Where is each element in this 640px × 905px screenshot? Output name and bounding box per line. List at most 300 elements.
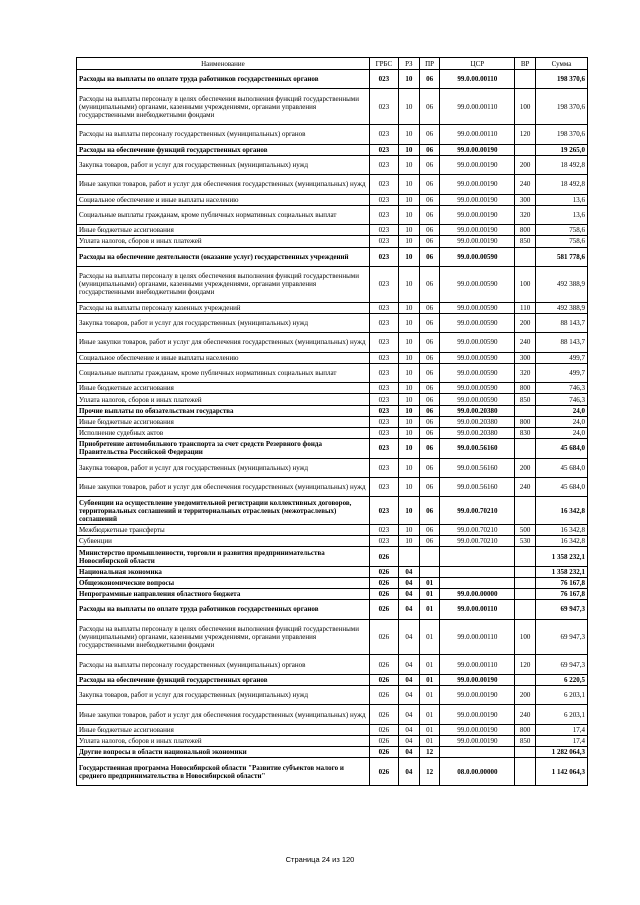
cell-rz: 04 bbox=[398, 705, 419, 724]
table-row bbox=[77, 302, 588, 313]
cell-sum: 45 684,0 bbox=[536, 477, 588, 496]
cell-pr: 06 bbox=[419, 236, 440, 247]
cell-name: Министерство промышленности, торговли и развития предпринимательства Новосибирской области bbox=[77, 547, 370, 566]
cell-csr: 99.0.00.00110 bbox=[440, 655, 515, 674]
table-row bbox=[77, 724, 588, 735]
cell-grbs: 023 bbox=[369, 313, 398, 332]
cell-pr: 06 bbox=[419, 266, 440, 302]
cell-grbs: 023 bbox=[369, 477, 398, 496]
cell-grbs: 026 bbox=[369, 600, 398, 619]
cell-vr: 200 bbox=[515, 458, 536, 477]
cell-vr: 850 bbox=[515, 736, 536, 747]
cell-vr: 240 bbox=[515, 705, 536, 724]
cell-rz: 10 bbox=[398, 536, 419, 547]
cell-pr: 01 bbox=[419, 655, 440, 674]
cell-pr: 06 bbox=[419, 416, 440, 427]
table-row bbox=[77, 705, 588, 724]
cell-grbs: 023 bbox=[369, 497, 398, 525]
cell-pr: 06 bbox=[419, 155, 440, 174]
cell-rz: 04 bbox=[398, 747, 419, 758]
cell-grbs: 023 bbox=[369, 333, 398, 352]
cell-vr: 100 bbox=[515, 619, 536, 655]
cell-rz: 04 bbox=[398, 566, 419, 577]
cell-vr: 240 bbox=[515, 477, 536, 496]
cell-rz: 04 bbox=[398, 758, 419, 786]
cell-pr: 01 bbox=[419, 686, 440, 705]
cell-pr: 06 bbox=[419, 497, 440, 525]
cell-rz: 10 bbox=[398, 266, 419, 302]
cell-name: Социальные выплаты гражданам, кроме публичных нормативных социальных выплат bbox=[77, 363, 370, 382]
cell-csr: 99.0.00.20380 bbox=[440, 416, 515, 427]
cell-sum: 746,3 bbox=[536, 383, 588, 394]
table-row bbox=[77, 439, 588, 458]
cell-csr: 99.0.00.70210 bbox=[440, 536, 515, 547]
cell-name: Расходы на выплаты по оплате труда работников государственных органов bbox=[77, 600, 370, 619]
cell-pr: 06 bbox=[419, 302, 440, 313]
cell-rz: 04 bbox=[398, 589, 419, 600]
cell-vr: 240 bbox=[515, 333, 536, 352]
table-row bbox=[77, 236, 588, 247]
cell-sum: 16 342,8 bbox=[536, 524, 588, 535]
cell-vr: 530 bbox=[515, 536, 536, 547]
cell-vr bbox=[515, 566, 536, 577]
cell-name: Расходы на выплаты персоналу в целях обеспечения выполнения функций государственными (муниципальными) органами, казенными учреждениями, органами управления государственными внебюджетными фондами bbox=[77, 89, 370, 125]
cell-pr: 01 bbox=[419, 736, 440, 747]
cell-vr: 300 bbox=[515, 352, 536, 363]
cell-pr: 06 bbox=[419, 313, 440, 332]
cell-name: Общеэкономические вопросы bbox=[77, 577, 370, 588]
cell-sum: 499,7 bbox=[536, 363, 588, 382]
table-row bbox=[77, 125, 588, 144]
cell-rz: 10 bbox=[398, 236, 419, 247]
cell-grbs: 023 bbox=[369, 416, 398, 427]
cell-name: Иные закупки товаров, работ и услуг для обеспечения государственных (муниципальных) нужд bbox=[77, 333, 370, 352]
cell-grbs: 023 bbox=[369, 155, 398, 174]
cell-grbs: 023 bbox=[369, 70, 398, 89]
cell-rz: 04 bbox=[398, 619, 419, 655]
table-row bbox=[77, 577, 588, 588]
table-row bbox=[77, 333, 588, 352]
cell-csr: 99.0.00.00110 bbox=[440, 619, 515, 655]
table-row bbox=[77, 674, 588, 685]
cell-rz: 10 bbox=[398, 225, 419, 236]
cell-rz: 10 bbox=[398, 352, 419, 363]
cell-vr: 850 bbox=[515, 394, 536, 405]
cell-grbs: 026 bbox=[369, 589, 398, 600]
cell-sum: 758,6 bbox=[536, 225, 588, 236]
cell-pr: 06 bbox=[419, 363, 440, 382]
cell-rz: 10 bbox=[398, 497, 419, 525]
cell-name: Расходы на выплаты персоналу в целях обеспечения выполнения функций государственными (муниципальными) органами, казенными учреждениями, органами управления государственными внебюджетными фондами bbox=[77, 266, 370, 302]
cell-rz: 10 bbox=[398, 383, 419, 394]
cell-name: Иные закупки товаров, работ и услуг для обеспечения государственных (муниципальных) нужд bbox=[77, 175, 370, 194]
cell-vr: 800 bbox=[515, 383, 536, 394]
cell-sum: 1 282 064,3 bbox=[536, 747, 588, 758]
cell-sum: 492 388,9 bbox=[536, 302, 588, 313]
cell-grbs: 026 bbox=[369, 686, 398, 705]
cell-vr: 320 bbox=[515, 363, 536, 382]
cell-sum: 198 370,6 bbox=[536, 125, 588, 144]
cell-sum: 17,4 bbox=[536, 736, 588, 747]
table-row bbox=[77, 427, 588, 438]
cell-csr: 99.0.00.00190 bbox=[440, 225, 515, 236]
cell-grbs: 023 bbox=[369, 458, 398, 477]
cell-csr: 99.0.00.00190 bbox=[440, 705, 515, 724]
cell-pr: 12 bbox=[419, 747, 440, 758]
cell-name: Уплата налогов, сборов и иных платежей bbox=[77, 236, 370, 247]
cell-csr: 99.0.00.00590 bbox=[440, 313, 515, 332]
cell-vr bbox=[515, 144, 536, 155]
cell-sum: 18 492,8 bbox=[536, 175, 588, 194]
cell-sum: 1 358 232,1 bbox=[536, 547, 588, 566]
cell-grbs: 023 bbox=[369, 89, 398, 125]
cell-grbs: 023 bbox=[369, 352, 398, 363]
cell-sum: 45 684,0 bbox=[536, 458, 588, 477]
header-vr: ВР bbox=[515, 58, 536, 70]
table-row bbox=[77, 497, 588, 525]
table-row bbox=[77, 247, 588, 266]
cell-sum: 1 358 232,1 bbox=[536, 566, 588, 577]
cell-csr: 99.0.00.00590 bbox=[440, 333, 515, 352]
table-header-row bbox=[77, 58, 588, 70]
cell-vr bbox=[515, 547, 536, 566]
cell-csr: 99.0.00.00110 bbox=[440, 600, 515, 619]
cell-rz: 10 bbox=[398, 247, 419, 266]
cell-rz: 04 bbox=[398, 736, 419, 747]
cell-sum: 499,7 bbox=[536, 352, 588, 363]
cell-grbs: 026 bbox=[369, 655, 398, 674]
cell-sum: 6 203,1 bbox=[536, 686, 588, 705]
table-row bbox=[77, 536, 588, 547]
cell-name: Расходы на обеспечение функций государственных органов bbox=[77, 674, 370, 685]
cell-name: Закупка товаров, работ и услуг для государственных (муниципальных) нужд bbox=[77, 155, 370, 174]
cell-rz: 04 bbox=[398, 600, 419, 619]
cell-name: Уплата налогов, сборов и иных платежей bbox=[77, 736, 370, 747]
table-row bbox=[77, 205, 588, 224]
cell-grbs: 023 bbox=[369, 536, 398, 547]
header-name: Наименование bbox=[77, 58, 370, 70]
cell-pr bbox=[419, 547, 440, 566]
cell-vr: 830 bbox=[515, 427, 536, 438]
cell-rz: 10 bbox=[398, 477, 419, 496]
cell-pr bbox=[419, 566, 440, 577]
cell-pr: 06 bbox=[419, 125, 440, 144]
cell-csr: 99.0.00.70210 bbox=[440, 497, 515, 525]
cell-sum: 69 947,3 bbox=[536, 655, 588, 674]
cell-rz: 10 bbox=[398, 313, 419, 332]
cell-pr: 06 bbox=[419, 394, 440, 405]
cell-grbs: 026 bbox=[369, 577, 398, 588]
cell-name: Национальная экономика bbox=[77, 566, 370, 577]
cell-name: Расходы на обеспечение деятельности (оказание услуг) государственных учреждений bbox=[77, 247, 370, 266]
cell-pr: 06 bbox=[419, 427, 440, 438]
cell-name: Иные бюджетные ассигнования bbox=[77, 416, 370, 427]
cell-rz: 10 bbox=[398, 175, 419, 194]
cell-grbs: 023 bbox=[369, 266, 398, 302]
cell-vr bbox=[515, 758, 536, 786]
cell-csr: 99.0.00.00190 bbox=[440, 194, 515, 205]
cell-vr: 110 bbox=[515, 302, 536, 313]
table-row bbox=[77, 589, 588, 600]
cell-csr: 99.0.00.00190 bbox=[440, 736, 515, 747]
cell-pr: 01 bbox=[419, 577, 440, 588]
cell-pr: 06 bbox=[419, 536, 440, 547]
cell-pr: 06 bbox=[419, 477, 440, 496]
cell-name: Расходы на выплаты персоналу казенных учреждений bbox=[77, 302, 370, 313]
cell-vr bbox=[515, 497, 536, 525]
cell-pr: 06 bbox=[419, 383, 440, 394]
cell-name: Исполнение судебных актов bbox=[77, 427, 370, 438]
table-row bbox=[77, 394, 588, 405]
cell-grbs: 026 bbox=[369, 747, 398, 758]
cell-rz: 10 bbox=[398, 439, 419, 458]
cell-name: Иные закупки товаров, работ и услуг для обеспечения государственных (муниципальных) нужд bbox=[77, 477, 370, 496]
budget-table bbox=[76, 57, 588, 786]
cell-sum: 69 947,3 bbox=[536, 619, 588, 655]
table-row bbox=[77, 155, 588, 174]
cell-vr: 320 bbox=[515, 205, 536, 224]
cell-name: Расходы на обеспечение функций государственных органов bbox=[77, 144, 370, 155]
cell-csr: 99.0.00.00190 bbox=[440, 724, 515, 735]
cell-sum: 13,6 bbox=[536, 205, 588, 224]
cell-csr: 99.0.00.56160 bbox=[440, 439, 515, 458]
table-row bbox=[77, 89, 588, 125]
cell-rz: 10 bbox=[398, 394, 419, 405]
cell-name: Социальные выплаты гражданам, кроме публичных нормативных социальных выплат bbox=[77, 205, 370, 224]
cell-grbs: 026 bbox=[369, 758, 398, 786]
cell-grbs: 023 bbox=[369, 236, 398, 247]
cell-csr: 99.0.00.56160 bbox=[440, 477, 515, 496]
cell-grbs: 026 bbox=[369, 619, 398, 655]
cell-name: Иные бюджетные ассигнования bbox=[77, 225, 370, 236]
table-row bbox=[77, 194, 588, 205]
cell-pr: 01 bbox=[419, 724, 440, 735]
cell-vr: 240 bbox=[515, 175, 536, 194]
cell-grbs: 023 bbox=[369, 175, 398, 194]
cell-grbs: 023 bbox=[369, 125, 398, 144]
cell-grbs: 023 bbox=[369, 405, 398, 416]
table-row bbox=[77, 266, 588, 302]
table-row bbox=[77, 477, 588, 496]
cell-csr: 99.0.00.00190 bbox=[440, 175, 515, 194]
cell-pr: 06 bbox=[419, 70, 440, 89]
cell-name: Социальное обеспечение и иные выплаты населению bbox=[77, 194, 370, 205]
cell-csr: 08.0.00.00000 bbox=[440, 758, 515, 786]
cell-csr: 99.0.00.00590 bbox=[440, 247, 515, 266]
cell-csr: 99.0.00.00110 bbox=[440, 70, 515, 89]
cell-name: Субвенции на осуществление уведомительной регистрации коллективных договоров, территориальных соглашений и территориальных отраслевых (межотраслевых) соглашений bbox=[77, 497, 370, 525]
cell-name: Иные бюджетные ассигнования bbox=[77, 724, 370, 735]
cell-pr: 06 bbox=[419, 439, 440, 458]
table-row bbox=[77, 225, 588, 236]
cell-pr: 06 bbox=[419, 352, 440, 363]
cell-rz: 10 bbox=[398, 458, 419, 477]
cell-csr: 99.0.00.20380 bbox=[440, 405, 515, 416]
cell-name: Межбюджетные трансферты bbox=[77, 524, 370, 535]
cell-sum: 24,0 bbox=[536, 427, 588, 438]
table-row bbox=[77, 600, 588, 619]
cell-rz: 10 bbox=[398, 363, 419, 382]
cell-name: Закупка товаров, работ и услуг для государственных (муниципальных) нужд bbox=[77, 313, 370, 332]
table-row bbox=[77, 686, 588, 705]
cell-vr bbox=[515, 70, 536, 89]
cell-grbs: 023 bbox=[369, 394, 398, 405]
cell-name: Закупка товаров, работ и услуг для государственных (муниципальных) нужд bbox=[77, 686, 370, 705]
cell-vr: 850 bbox=[515, 236, 536, 247]
cell-name: Социальное обеспечение и иные выплаты населению bbox=[77, 352, 370, 363]
cell-csr bbox=[440, 566, 515, 577]
cell-pr: 06 bbox=[419, 524, 440, 535]
cell-csr: 99.0.00.00000 bbox=[440, 589, 515, 600]
cell-sum: 18 492,8 bbox=[536, 155, 588, 174]
cell-vr: 200 bbox=[515, 155, 536, 174]
cell-sum: 45 684,0 bbox=[536, 439, 588, 458]
table-row bbox=[77, 416, 588, 427]
table-row bbox=[77, 524, 588, 535]
cell-pr: 06 bbox=[419, 225, 440, 236]
cell-vr bbox=[515, 600, 536, 619]
cell-sum: 1 142 064,3 bbox=[536, 758, 588, 786]
cell-grbs: 026 bbox=[369, 674, 398, 685]
document-page bbox=[76, 57, 588, 786]
table-row bbox=[77, 736, 588, 747]
cell-vr: 800 bbox=[515, 724, 536, 735]
cell-vr bbox=[515, 439, 536, 458]
cell-name: Расходы на выплаты персоналу в целях обеспечения выполнения функций государственными (муниципальными) органами, казенными учреждениями, органами управления государственными внебюджетными фондами bbox=[77, 619, 370, 655]
cell-pr: 01 bbox=[419, 600, 440, 619]
cell-rz: 10 bbox=[398, 416, 419, 427]
cell-name: Непрограммные направления областного бюджета bbox=[77, 589, 370, 600]
cell-name: Иные бюджетные ассигнования bbox=[77, 383, 370, 394]
cell-sum: 6 203,1 bbox=[536, 705, 588, 724]
cell-vr bbox=[515, 747, 536, 758]
cell-vr: 100 bbox=[515, 266, 536, 302]
cell-name: Субвенции bbox=[77, 536, 370, 547]
cell-vr: 120 bbox=[515, 125, 536, 144]
cell-rz: 10 bbox=[398, 427, 419, 438]
cell-pr: 01 bbox=[419, 705, 440, 724]
cell-sum: 13,6 bbox=[536, 194, 588, 205]
cell-csr bbox=[440, 547, 515, 566]
cell-sum: 746,3 bbox=[536, 394, 588, 405]
table-row bbox=[77, 144, 588, 155]
table-row bbox=[77, 352, 588, 363]
cell-csr: 99.0.00.00190 bbox=[440, 155, 515, 174]
cell-pr: 06 bbox=[419, 175, 440, 194]
cell-rz: 04 bbox=[398, 674, 419, 685]
table-row bbox=[77, 547, 588, 566]
cell-csr: 99.0.00.00590 bbox=[440, 383, 515, 394]
cell-name: Прочие выплаты по обязательствам государства bbox=[77, 405, 370, 416]
table-row bbox=[77, 70, 588, 89]
cell-sum: 492 388,9 bbox=[536, 266, 588, 302]
cell-csr: 99.0.00.00190 bbox=[440, 205, 515, 224]
cell-pr: 06 bbox=[419, 194, 440, 205]
cell-csr: 99.0.00.00110 bbox=[440, 125, 515, 144]
cell-vr: 200 bbox=[515, 686, 536, 705]
cell-name: Иные закупки товаров, работ и услуг для обеспечения государственных (муниципальных) нужд bbox=[77, 705, 370, 724]
table-body bbox=[77, 70, 588, 786]
cell-vr: 800 bbox=[515, 416, 536, 427]
table-row bbox=[77, 383, 588, 394]
cell-vr bbox=[515, 577, 536, 588]
cell-csr: 99.0.00.00590 bbox=[440, 266, 515, 302]
cell-grbs: 023 bbox=[369, 427, 398, 438]
table-row bbox=[77, 655, 588, 674]
cell-grbs: 023 bbox=[369, 247, 398, 266]
cell-csr: 99.0.00.70210 bbox=[440, 524, 515, 535]
table-row bbox=[77, 313, 588, 332]
cell-grbs: 026 bbox=[369, 547, 398, 566]
cell-csr: 99.0.00.00190 bbox=[440, 236, 515, 247]
cell-sum: 88 143,7 bbox=[536, 333, 588, 352]
cell-csr: 99.0.00.20380 bbox=[440, 427, 515, 438]
header-pr: ПР bbox=[419, 58, 440, 70]
cell-grbs: 023 bbox=[369, 383, 398, 394]
cell-vr bbox=[515, 589, 536, 600]
cell-sum: 16 342,8 bbox=[536, 536, 588, 547]
cell-vr: 300 bbox=[515, 194, 536, 205]
cell-rz: 10 bbox=[398, 89, 419, 125]
cell-grbs: 023 bbox=[369, 194, 398, 205]
table-row bbox=[77, 619, 588, 655]
cell-pr: 06 bbox=[419, 144, 440, 155]
cell-rz: 10 bbox=[398, 125, 419, 144]
table-row bbox=[77, 175, 588, 194]
cell-pr: 06 bbox=[419, 89, 440, 125]
cell-csr: 99.0.00.00590 bbox=[440, 352, 515, 363]
cell-name: Расходы на выплаты персоналу государственных (муниципальных) органов bbox=[77, 655, 370, 674]
cell-grbs: 023 bbox=[369, 205, 398, 224]
cell-rz: 10 bbox=[398, 155, 419, 174]
cell-rz: 10 bbox=[398, 524, 419, 535]
cell-sum: 6 220,5 bbox=[536, 674, 588, 685]
table-row bbox=[77, 405, 588, 416]
cell-sum: 198 370,6 bbox=[536, 70, 588, 89]
header-csr: ЦСР bbox=[440, 58, 515, 70]
cell-grbs: 023 bbox=[369, 524, 398, 535]
cell-rz bbox=[398, 547, 419, 566]
cell-grbs: 026 bbox=[369, 736, 398, 747]
cell-name: Расходы на выплаты персоналу государственных (муниципальных) органов bbox=[77, 125, 370, 144]
cell-name: Уплата налогов, сборов и иных платежей bbox=[77, 394, 370, 405]
cell-vr: 800 bbox=[515, 225, 536, 236]
cell-rz: 04 bbox=[398, 577, 419, 588]
cell-rz: 10 bbox=[398, 144, 419, 155]
cell-pr: 01 bbox=[419, 619, 440, 655]
cell-pr: 06 bbox=[419, 247, 440, 266]
cell-pr: 06 bbox=[419, 333, 440, 352]
header-grbs: ГРБС bbox=[369, 58, 398, 70]
cell-sum: 24,0 bbox=[536, 405, 588, 416]
cell-csr bbox=[440, 747, 515, 758]
cell-vr: 120 bbox=[515, 655, 536, 674]
cell-sum: 88 143,7 bbox=[536, 313, 588, 332]
cell-grbs: 023 bbox=[369, 302, 398, 313]
cell-pr: 01 bbox=[419, 589, 440, 600]
cell-rz: 10 bbox=[398, 405, 419, 416]
cell-grbs: 026 bbox=[369, 705, 398, 724]
cell-sum: 19 265,0 bbox=[536, 144, 588, 155]
cell-csr: 99.0.00.00190 bbox=[440, 674, 515, 685]
cell-csr bbox=[440, 577, 515, 588]
cell-vr bbox=[515, 405, 536, 416]
cell-grbs: 023 bbox=[369, 225, 398, 236]
table-row bbox=[77, 566, 588, 577]
cell-sum: 16 342,8 bbox=[536, 497, 588, 525]
cell-rz: 10 bbox=[398, 205, 419, 224]
cell-csr: 99.0.00.00590 bbox=[440, 363, 515, 382]
